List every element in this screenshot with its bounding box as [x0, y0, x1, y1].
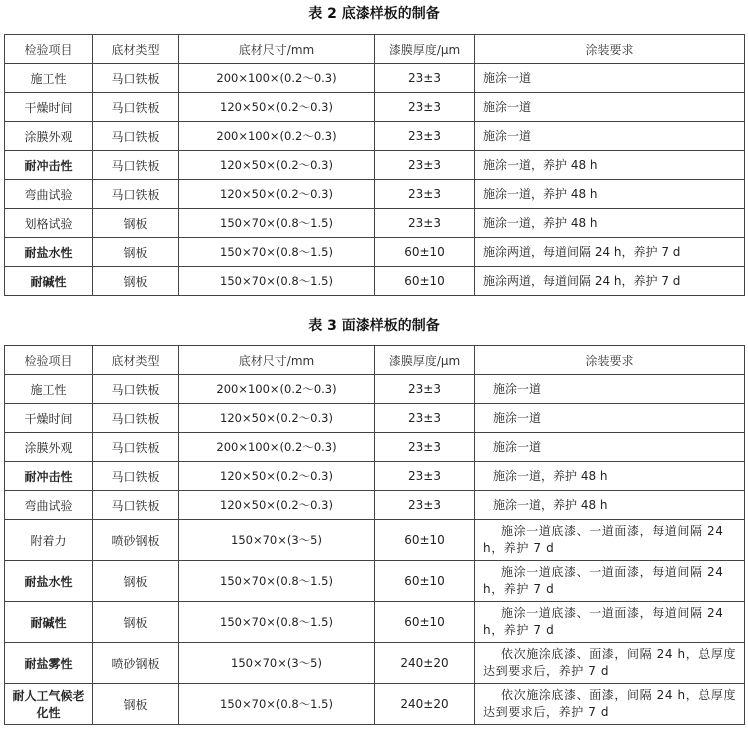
table3-cell-film-thickness: 60±10 [375, 520, 475, 561]
table3-cell-film-thickness: 23±3 [375, 462, 475, 491]
table3-cell-substrate-size: 200×100×(0.2～0.3) [179, 375, 375, 404]
table-row [5, 93, 745, 122]
table2-cell-coating-requirement: 施涂一道 [475, 93, 745, 122]
table2-header-film-thickness: 漆膜厚度/μm [375, 35, 475, 64]
table3-cell-film-thickness: 23±3 [375, 491, 475, 520]
table3-cell-coating-requirement: 依次施涂底漆、面漆，间隔 24 h，总厚度达到要求后，养护 7 d [475, 643, 745, 684]
table2-cell-substrate-size: 120×50×(0.2～0.3) [179, 180, 375, 209]
table2-cell-coating-requirement: 施涂一道 [475, 64, 745, 93]
table3-header-substrate-size: 底材尺寸/mm [179, 346, 375, 375]
table3-header-test-item: 检验项目 [5, 346, 93, 375]
table2-cell-test-item: 涂膜外观 [5, 122, 93, 151]
table3-cell-film-thickness: 23±3 [375, 433, 475, 462]
table3-cell-test-item: 干燥时间 [5, 404, 93, 433]
table2-cell-coating-requirement: 施涂一道，养护 48 h [475, 151, 745, 180]
table3-cell-coating-requirement: 施涂一道 [475, 433, 745, 462]
table3-cell-coating-requirement: 依次施涂底漆、面漆，间隔 24 h，总厚度达到要求后，养护 7 d [475, 684, 745, 725]
table3-cell-coating-requirement: 施涂一道，养护 48 h [475, 462, 745, 491]
table3-header-row [5, 346, 745, 375]
table3-topcoat-panel-preparation [4, 345, 745, 725]
table2-cell-film-thickness: 23±3 [375, 151, 475, 180]
table3-cell-coating-requirement: 施涂一道 [475, 375, 745, 404]
table2-cell-test-item: 耐盐水性 [5, 238, 93, 267]
table2-cell-substrate-size: 200×100×(0.2～0.3) [179, 64, 375, 93]
table3-cell-film-thickness: 60±10 [375, 602, 475, 643]
table2-cell-substrate-type: 马口铁板 [93, 151, 179, 180]
table2-header-coating-requirement: 涂装要求 [475, 35, 745, 64]
table3-cell-substrate-size: 120×50×(0.2～0.3) [179, 462, 375, 491]
table3-cell-coating-requirement: 施涂一道底漆、一道面漆，每道间隔 24 h，养护 7 d [475, 520, 745, 561]
table3-cell-test-item: 耐盐水性 [5, 561, 93, 602]
table2-cell-substrate-size: 150×70×(0.8～1.5) [179, 267, 375, 296]
table3-cell-test-item: 耐人工气候老化性 [5, 684, 93, 725]
table2-header-test-item: 检验项目 [5, 35, 93, 64]
table2-cell-substrate-size: 200×100×(0.2～0.3) [179, 122, 375, 151]
table2-cell-substrate-type: 钢板 [93, 267, 179, 296]
table-row [5, 122, 745, 151]
table3-cell-substrate-size: 150×70×(3～5) [179, 643, 375, 684]
table3-cell-test-item: 施工性 [5, 375, 93, 404]
table2-caption: 表 2 底漆样板的制备 [308, 6, 440, 22]
table2-cell-substrate-type: 马口铁板 [93, 180, 179, 209]
table2-cell-substrate-size: 120×50×(0.2～0.3) [179, 151, 375, 180]
table2-cell-test-item: 干燥时间 [5, 93, 93, 122]
table3-cell-substrate-size: 150×70×(0.8～1.5) [179, 602, 375, 643]
table3-cell-substrate-type: 钢板 [93, 602, 179, 643]
table3-cell-substrate-type: 马口铁板 [93, 491, 179, 520]
table3-header-film-thickness: 漆膜厚度/μm [375, 346, 475, 375]
table2-cell-substrate-type: 钢板 [93, 238, 179, 267]
table3-cell-substrate-size: 150×70×(3～5) [179, 520, 375, 561]
table2-cell-substrate-size: 150×70×(0.8～1.5) [179, 209, 375, 238]
table2-cell-coating-requirement: 施涂一道，养护 48 h [475, 180, 745, 209]
table2-cell-test-item: 耐冲击性 [5, 151, 93, 180]
table3-cell-substrate-size: 200×100×(0.2～0.3) [179, 433, 375, 462]
table3-cell-substrate-type: 马口铁板 [93, 462, 179, 491]
table3-cell-test-item: 弯曲试验 [5, 491, 93, 520]
table3-cell-substrate-size: 120×50×(0.2～0.3) [179, 491, 375, 520]
table2-cell-film-thickness: 23±3 [375, 209, 475, 238]
table-row [5, 404, 745, 433]
table-row [5, 520, 745, 561]
table-row [5, 209, 745, 238]
table2-cell-substrate-type: 马口铁板 [93, 64, 179, 93]
table3-cell-test-item: 耐冲击性 [5, 462, 93, 491]
table-row [5, 684, 745, 725]
table3-cell-test-item: 涂膜外观 [5, 433, 93, 462]
table2-cell-substrate-size: 120×50×(0.2～0.3) [179, 93, 375, 122]
table2-cell-substrate-type: 马口铁板 [93, 122, 179, 151]
table3-cell-substrate-type: 钢板 [93, 561, 179, 602]
table-row [5, 602, 745, 643]
table3-cell-substrate-size: 150×70×(0.8～1.5) [179, 561, 375, 602]
table-row [5, 643, 745, 684]
table-row [5, 267, 745, 296]
table2-cell-film-thickness: 23±3 [375, 93, 475, 122]
table3-header-substrate-type: 底材类型 [93, 346, 179, 375]
table2-cell-film-thickness: 23±3 [375, 180, 475, 209]
table3-cell-film-thickness: 240±20 [375, 684, 475, 725]
table3-cell-substrate-type: 喷砂钢板 [93, 643, 179, 684]
table3-cell-film-thickness: 23±3 [375, 404, 475, 433]
table2-cell-coating-requirement: 施涂一道，养护 48 h [475, 209, 745, 238]
table3-cell-film-thickness: 240±20 [375, 643, 475, 684]
table-row [5, 64, 745, 93]
table2-cell-substrate-type: 马口铁板 [93, 93, 179, 122]
table2-cell-test-item: 耐碱性 [5, 267, 93, 296]
table3-cell-coating-requirement: 施涂一道底漆、一道面漆，每道间隔 24 h，养护 7 d [475, 602, 745, 643]
table3-cell-substrate-type: 马口铁板 [93, 433, 179, 462]
table2-cell-film-thickness: 60±10 [375, 238, 475, 267]
table3-caption: 表 3 面漆样板的制备 [308, 318, 440, 334]
table2-header-substrate-size: 底材尺寸/mm [179, 35, 375, 64]
table-row [5, 238, 745, 267]
table3-cell-film-thickness: 60±10 [375, 561, 475, 602]
table-row [5, 462, 745, 491]
table3-cell-substrate-type: 钢板 [93, 684, 179, 725]
table3-cell-coating-requirement: 施涂一道底漆、一道面漆，每道间隔 24 h，养护 7 d [475, 561, 745, 602]
table-row [5, 151, 745, 180]
table3-cell-test-item: 附着力 [5, 520, 93, 561]
table3-cell-coating-requirement: 施涂一道，养护 48 h [475, 491, 745, 520]
table2-cell-film-thickness: 23±3 [375, 64, 475, 93]
table-row [5, 375, 745, 404]
table2-cell-substrate-size: 150×70×(0.8～1.5) [179, 238, 375, 267]
table-row [5, 180, 745, 209]
table-row [5, 561, 745, 602]
table2-cell-coating-requirement: 施涂一道 [475, 122, 745, 151]
table2-cell-test-item: 划格试验 [5, 209, 93, 238]
table3-cell-film-thickness: 23±3 [375, 375, 475, 404]
table3-cell-test-item: 耐碱性 [5, 602, 93, 643]
table2-header-row [5, 35, 745, 64]
table2-cell-coating-requirement: 施涂两道，每道间隔 24 h，养护 7 d [475, 238, 745, 267]
table2-cell-film-thickness: 23±3 [375, 122, 475, 151]
table-row [5, 491, 745, 520]
table3-header-coating-requirement: 涂装要求 [475, 346, 745, 375]
table2-cell-test-item: 弯曲试验 [5, 180, 93, 209]
table2-cell-test-item: 施工性 [5, 64, 93, 93]
table3-cell-substrate-type: 喷砂钢板 [93, 520, 179, 561]
table2-primer-panel-preparation [4, 34, 745, 296]
table3-cell-substrate-type: 马口铁板 [93, 375, 179, 404]
table3-cell-substrate-size: 150×70×(0.8～1.5) [179, 684, 375, 725]
table2-cell-substrate-type: 钢板 [93, 209, 179, 238]
table3-cell-substrate-size: 120×50×(0.2～0.3) [179, 404, 375, 433]
table3-cell-coating-requirement: 施涂一道 [475, 404, 745, 433]
table2-cell-coating-requirement: 施涂两道，每道间隔 24 h，养护 7 d [475, 267, 745, 296]
table-row [5, 433, 745, 462]
table2-header-substrate-type: 底材类型 [93, 35, 179, 64]
table3-cell-substrate-type: 马口铁板 [93, 404, 179, 433]
table3-cell-test-item: 耐盐雾性 [5, 643, 93, 684]
table2-cell-film-thickness: 60±10 [375, 267, 475, 296]
